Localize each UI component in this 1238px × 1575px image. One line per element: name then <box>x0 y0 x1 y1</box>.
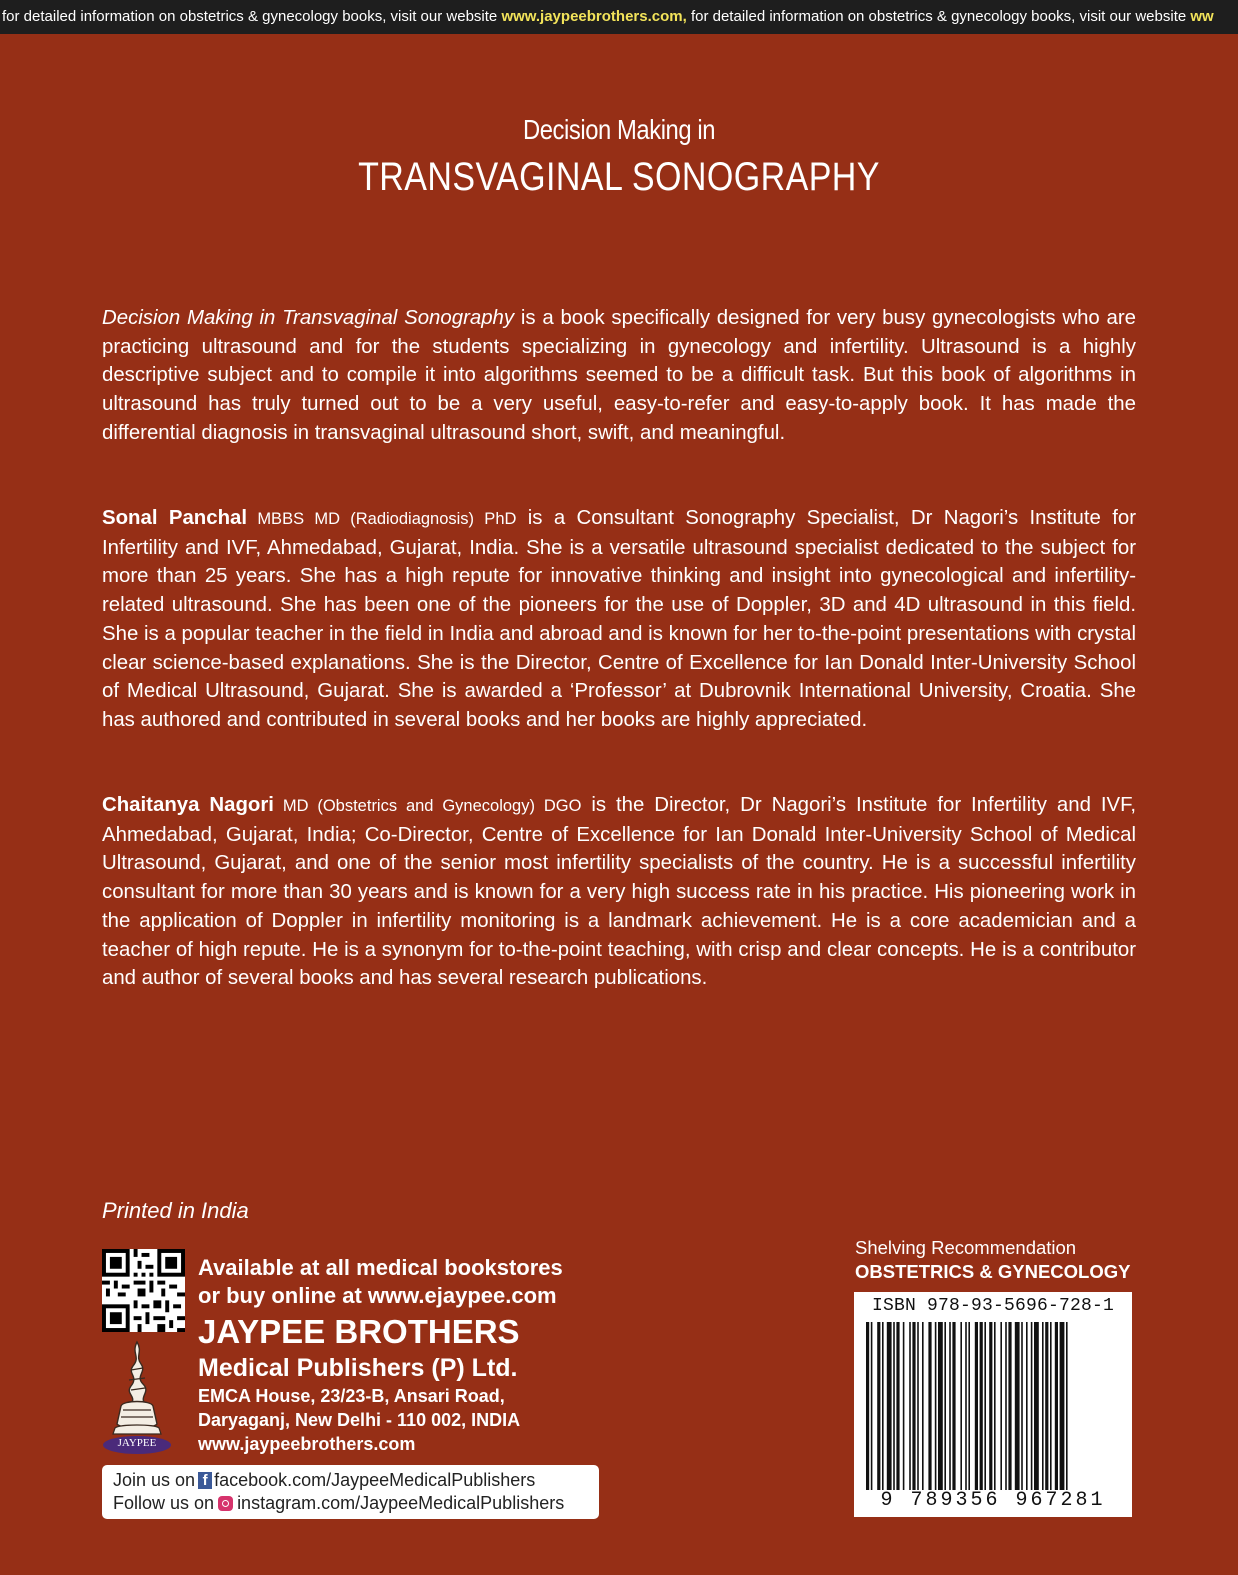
barcode-bar <box>935 1322 937 1490</box>
barcode-bar <box>960 1322 962 1490</box>
barcode-bar <box>917 1322 919 1490</box>
description-text: is a book specifically designed for very busy gynecologists who are practicing ultrasound and for the students specializing in gynecology and infertility. Ultrasound is a highly descriptive subject and to compile it into algorithms seemed to be a difficult task. But this book of algorithms in ultrasound has truly turned out to be a very useful, easy-to-refer and easy-to-apply book. It has made the differential diagnosis in transvaginal ultrasound short, swift, and meaningful. <box>102 307 1136 444</box>
barcode-bar <box>944 1322 946 1490</box>
publisher-subname: Medical Publishers (P) Ltd. <box>198 1354 518 1382</box>
barcode-bar <box>1031 1322 1033 1490</box>
author-bio-text: is the Director, Dr Nagori’s Institute for Infertility and IVF, Ahmedabad, Gujarat, India; Co-Director, Centre of Excellence for Ian Donald Inter-University School of Medical Ultrasound, Gujarat, and one of the senior most infertility specialists of the country. He is a successful infertility consultant for more than 30 years and is known for a very high success rate in his practice. His pioneering work in the application of Doppler in infertility monitoring is a landmark achievement. He is a core academician and a teacher of high repute. He is a synonym for to-the-point teaching, with crisp and clear concepts. He is a contributor and author of several books and has several research publications. <box>102 794 1136 990</box>
barcode-bar <box>928 1322 931 1490</box>
author-name: Chaitanya Nagori <box>102 794 274 816</box>
barcode-bar <box>994 1322 996 1490</box>
shelving-label: Shelving Recommendation <box>855 1237 1077 1258</box>
barcode-bar <box>989 1322 992 1490</box>
address-line-1: EMCA House, 23/23-B, Ansari Road, <box>198 1386 505 1406</box>
barcode-bar <box>949 1322 951 1490</box>
author-credentials: MBBS MD (Radiodiagnosis) PhD <box>247 510 517 528</box>
barcode-bar <box>1026 1322 1028 1490</box>
banner-text: for detailed information on obstetrics & gynecology books, visit our website <box>2 8 502 25</box>
social-links-box <box>102 1465 599 1519</box>
barcode-bar <box>866 1322 869 1490</box>
barcode-bar <box>893 1322 895 1490</box>
author-name: Sonal Panchal <box>102 507 248 529</box>
barcode-digits: 9 789356 967281 <box>880 1489 1106 1512</box>
author-credentials: MD (Obstetrics and Gynecology) DGO <box>273 797 582 815</box>
description-italic-title: Decision Making in Transvaginal Sonography <box>102 307 515 329</box>
join-label: Join us on <box>113 1470 196 1490</box>
barcode-bar <box>896 1322 899 1490</box>
banner-text-repeat: for detailed information on obstetrics & gynecology books, visit our website <box>686 8 1191 25</box>
barcode-bar <box>1000 1322 1002 1490</box>
barcode <box>854 1292 1132 1517</box>
banner-link-cut: ww <box>1190 8 1214 25</box>
barcode-bar <box>1021 1322 1023 1490</box>
barcode-bar <box>975 1322 978 1490</box>
author-bio-panchal <box>102 504 1136 735</box>
publisher-website[interactable]: www.jaypeebrothers.com <box>198 1434 416 1454</box>
availability-text <box>198 1254 563 1310</box>
availability-line-1: Available at all medical bookstores <box>198 1255 563 1280</box>
barcode-bar <box>912 1322 915 1490</box>
instagram-link[interactable]: instagram.com/JaypeeMedicalPublishers <box>237 1493 565 1513</box>
barcode-bar <box>1066 1322 1068 1490</box>
address-line-2: Daryaganj, New Delhi - 110 002, INDIA <box>198 1410 521 1430</box>
publisher-address <box>198 1384 520 1456</box>
barcode-bar <box>980 1322 983 1490</box>
barcode-bar <box>1005 1322 1007 1490</box>
barcode-bar <box>1050 1322 1052 1490</box>
barcode-bar <box>922 1322 924 1490</box>
printed-in: Printed in India <box>102 1198 249 1223</box>
barcode-bar <box>952 1322 955 1490</box>
book-title: TRANSVAGINAL SONOGRAPHY <box>358 155 880 199</box>
barcode-bar <box>1034 1322 1039 1490</box>
availability-line-2[interactable]: or buy online at www.ejaypee.com <box>198 1283 557 1308</box>
barcode-bars <box>854 1292 1132 1517</box>
facebook-icon: f <box>198 1472 212 1489</box>
barcode-bar <box>887 1322 892 1490</box>
barcode-bar <box>965 1322 967 1490</box>
barcode-bar <box>903 1322 905 1490</box>
jaypee-logo <box>101 1340 173 1456</box>
barcode-bar <box>1015 1322 1020 1490</box>
barcode-bar <box>1008 1322 1011 1490</box>
facebook-link[interactable]: facebook.com/JaypeeMedicalPublishers <box>214 1470 536 1490</box>
instagram-row[interactable] <box>113 1492 599 1515</box>
author-bio-nagori <box>102 791 1136 993</box>
logo-label: JAYPEE <box>117 1437 157 1449</box>
isbn-text: ISBN 978-93-5696-728-1 <box>871 1296 1115 1316</box>
title-small: Decision Making in <box>522 114 716 145</box>
facebook-row[interactable] <box>113 1469 599 1492</box>
banner-link[interactable]: www.jaypeebrothers.com, <box>501 8 687 25</box>
barcode-bar <box>1045 1322 1048 1490</box>
author-bio-text: is a Consultant Sonography Specialist, Dr Nagori’s Institute for Infertility and IVF, Ahmedabad, Gujarat, India. She is a versatile ultrasound specialist dedicated to the subject for more than 25 years. She has a high repute for innovative thinking and insight into gynecological and infertility-related ultrasound. She has been one of the pioneers for the use of Doppler, 3D and 4D ultrasound in this field. She is a popular teacher in the field in India and abroad and is known for her to-the-point presentations with crystal clear science-based explanations. She is the Director, Centre of Excellence for Ian Donald Inter-University School of Medical Ultrasound, Gujarat. She is awarded a ‘Professor’ at Dubrovnik International University, Croatia. She has authored and contributed in several books and her books are highly appreciated. <box>102 507 1137 731</box>
follow-label: Follow us on <box>113 1493 215 1513</box>
barcode-bar <box>1060 1322 1065 1490</box>
book-description <box>102 304 1136 448</box>
barcode-bar <box>938 1322 943 1490</box>
instagram-icon <box>218 1496 233 1511</box>
barcode-bar <box>882 1322 884 1490</box>
barcode-bar <box>984 1322 986 1490</box>
barcode-bar <box>877 1322 880 1490</box>
shelving-value: OBSTETRICS & GYNECOLOGY <box>855 1261 1131 1282</box>
publisher-name: JAYPEE BROTHERS <box>198 1313 520 1350</box>
barcode-bar <box>909 1322 911 1490</box>
barcode-bar <box>968 1322 970 1490</box>
barcode-bar <box>1055 1322 1058 1490</box>
barcode-bar <box>871 1322 873 1490</box>
top-banner <box>0 0 1238 34</box>
barcode-bar <box>1042 1322 1044 1490</box>
qr-code-icon[interactable] <box>102 1249 185 1332</box>
